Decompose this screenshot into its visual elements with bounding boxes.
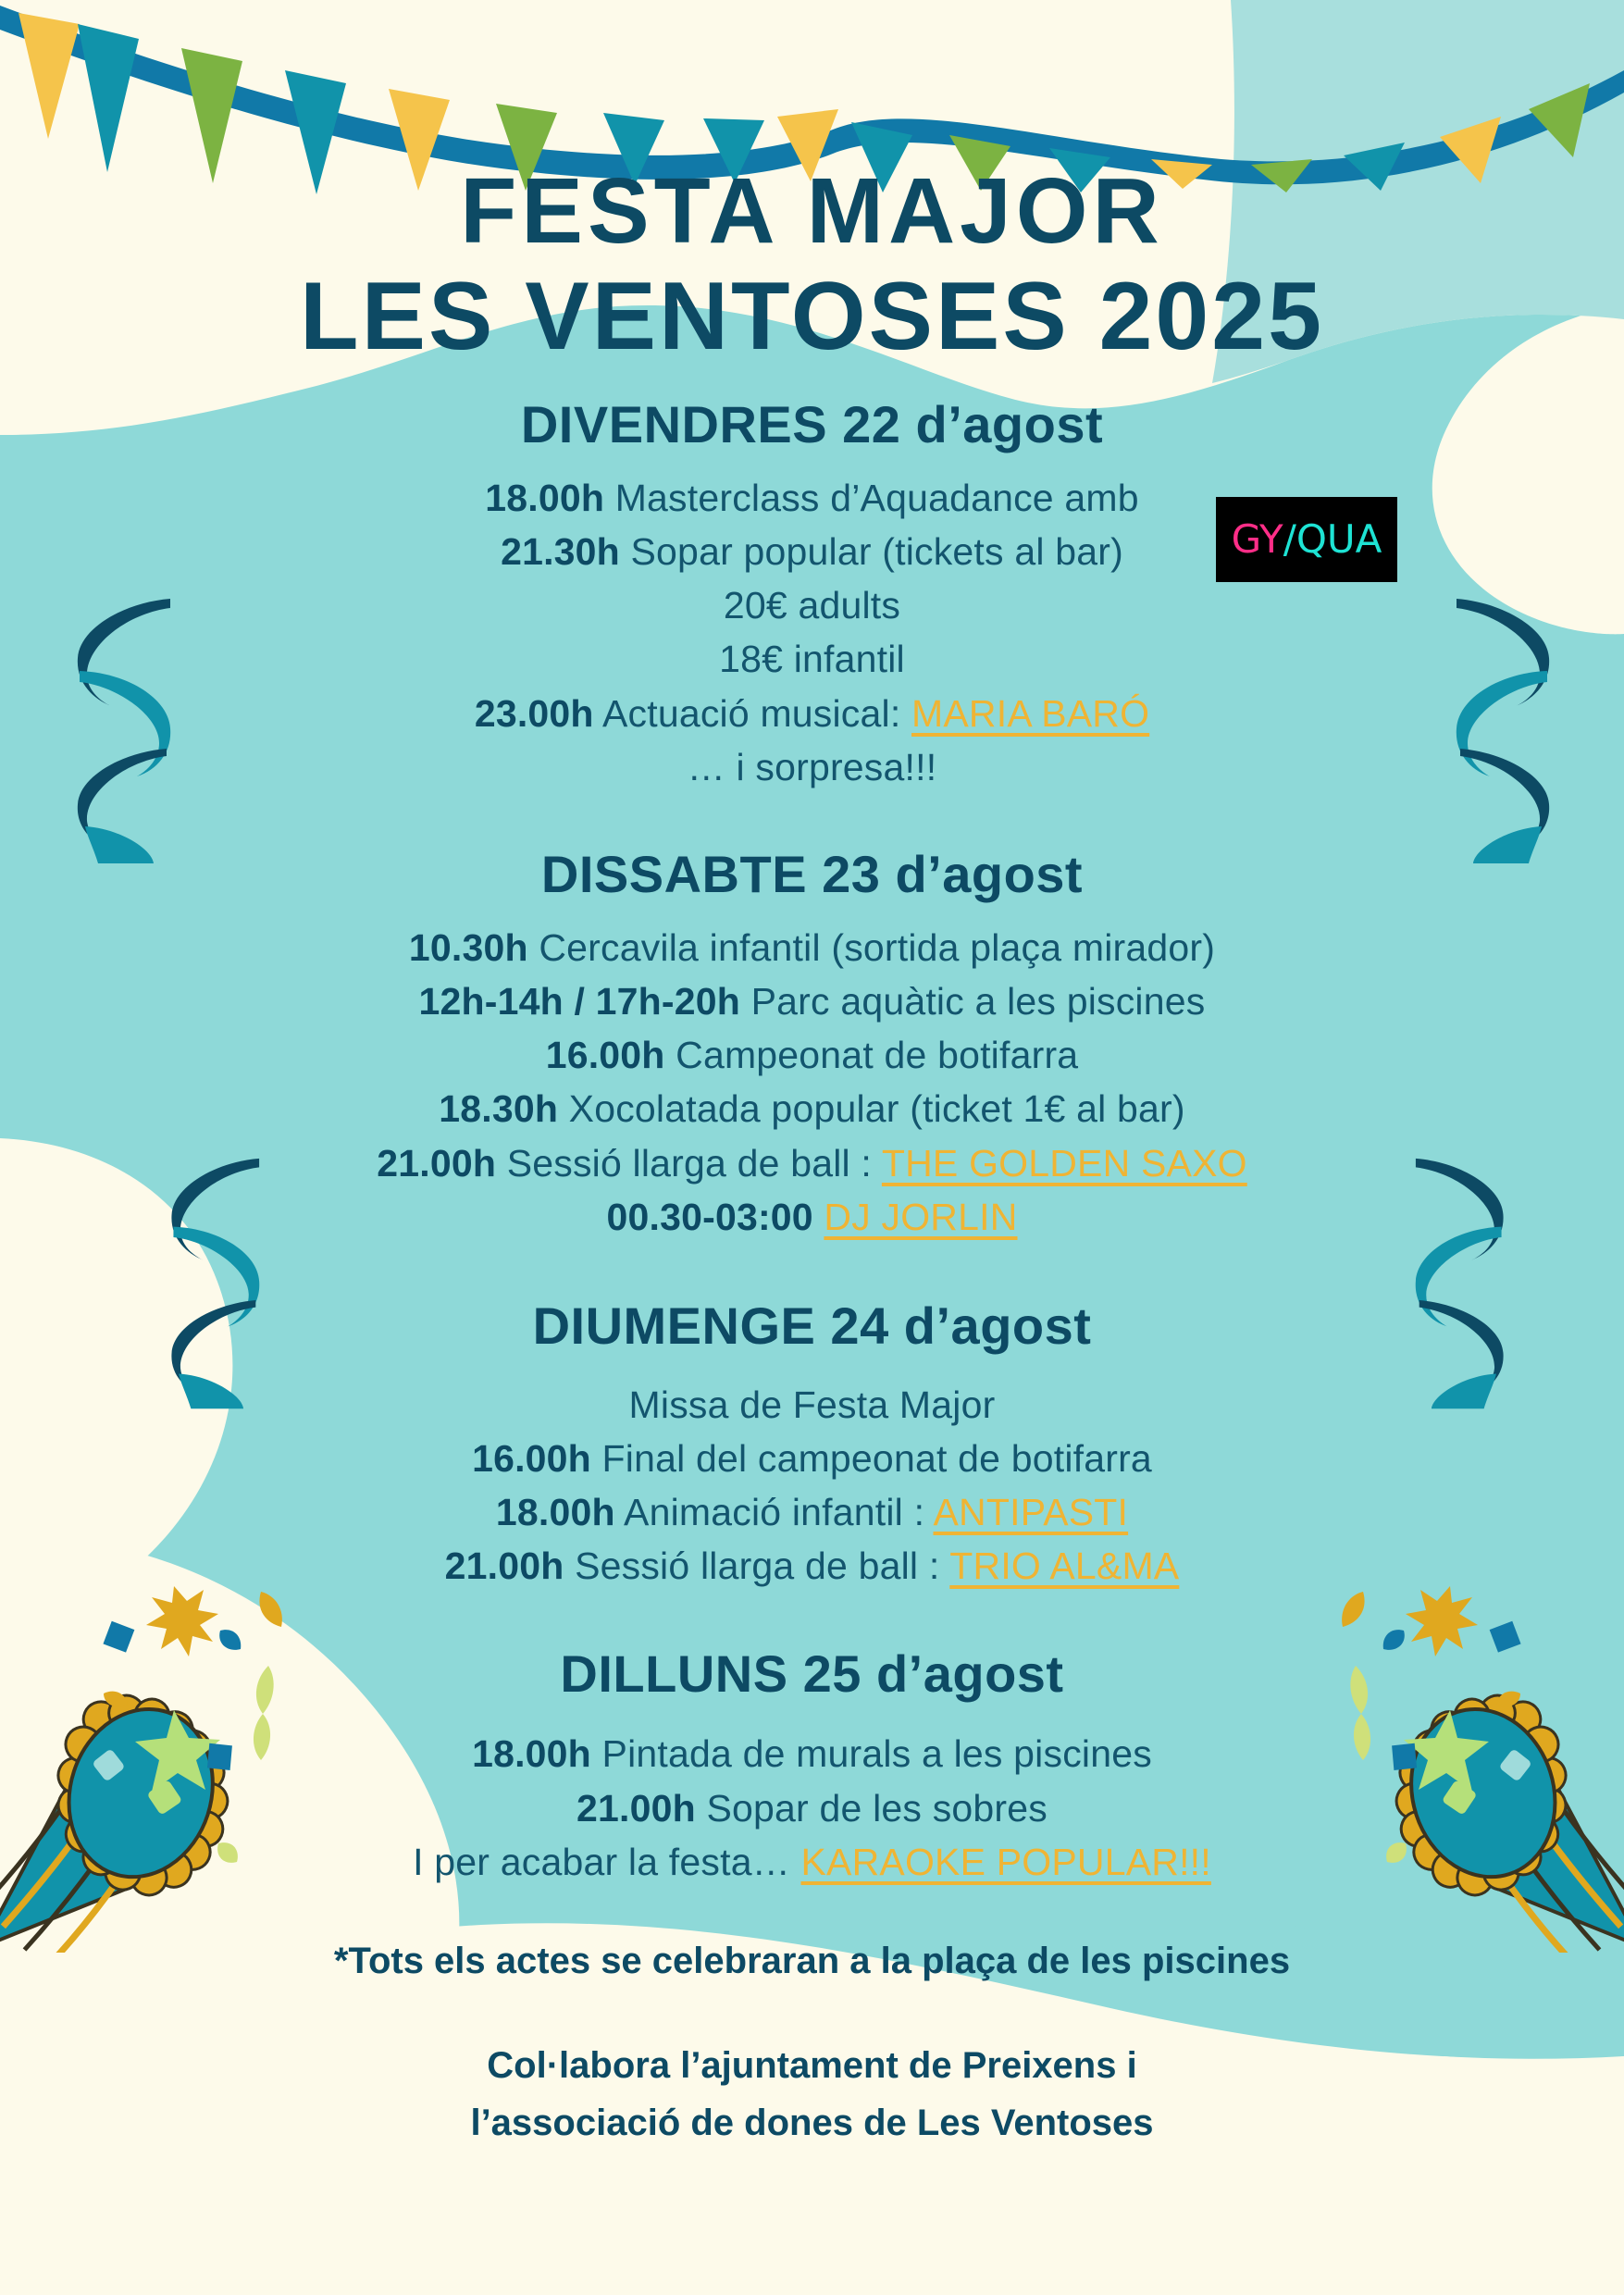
event-line: [0, 1781, 1624, 1835]
event-text: Xocolatada popular (ticket 1€ al bar): [558, 1087, 1185, 1131]
event-highlight: ANTIPASTI: [933, 1491, 1129, 1534]
event-line: [0, 632, 1624, 686]
event-text: [813, 1196, 824, 1238]
event-text: Sessió llarga de ball :: [496, 1141, 882, 1185]
day-heading-sunday: DIUMENGE 24 d’agost: [532, 1296, 1092, 1356]
event-line: [0, 1835, 1624, 1889]
footer-note: *Tots els actes se celebraran a la plaça de les piscines: [333, 1941, 1291, 1982]
event-line: [0, 1485, 1624, 1539]
event-time: 21.00h: [444, 1544, 564, 1588]
event-time: 16.00h: [545, 1034, 665, 1077]
event-time: 18.00h: [485, 476, 605, 519]
event-text: Sopar de les sobres: [695, 1786, 1048, 1830]
event-text: Parc aquàtic a les piscines: [740, 979, 1206, 1023]
day-section-saturday: [0, 846, 1624, 1244]
gyqua-logo: [1216, 497, 1397, 582]
event-text: Actuació musical:: [593, 691, 912, 735]
event-time: 16.00h: [472, 1437, 591, 1480]
event-time: 18.00h: [472, 1732, 591, 1776]
event-line: [0, 1190, 1624, 1244]
event-text: 18€ infantil: [719, 638, 905, 681]
event-text: Cercavila infantil (sortida plaça mirador): [527, 925, 1216, 969]
event-line: [0, 1082, 1624, 1135]
event-line: [0, 1136, 1624, 1190]
day-heading-monday: DILLUNS 25 d’agost: [560, 1644, 1064, 1703]
title-line-1: FESTA MAJOR: [460, 159, 1164, 263]
event-highlight: TRIO AL&MA: [949, 1544, 1180, 1588]
event-text: Campeonat de botifarra: [664, 1034, 1079, 1077]
event-text: Pintada de murals a les piscines: [590, 1732, 1152, 1776]
day-section-friday: [0, 396, 1624, 794]
event-time: 18.30h: [439, 1087, 559, 1131]
poster-title: [0, 0, 1624, 370]
event-line: [0, 1378, 1624, 1432]
event-line: [0, 974, 1624, 1028]
event-text: Final del campeonat de botifarra: [590, 1437, 1152, 1480]
event-text: … i sorpresa!!!: [687, 745, 937, 788]
event-line: [0, 1432, 1624, 1485]
event-time: 21.30h: [501, 529, 620, 573]
event-text: Sopar popular (tickets al bar): [619, 529, 1123, 573]
event-text: Animació infantil :: [614, 1491, 934, 1534]
event-text: Missa de Festa Major: [628, 1383, 996, 1426]
event-line: [0, 921, 1624, 974]
event-time: 21.00h: [377, 1141, 497, 1185]
footer-credits: [0, 2037, 1624, 2152]
event-highlight: MARIA BARÓ: [911, 691, 1150, 735]
event-line: [0, 687, 1624, 740]
day-heading-friday: DIVENDRES 22 d’agost: [520, 395, 1104, 453]
day-section-monday: [0, 1645, 1624, 1889]
credit-line-1: Col·labora l’ajuntament de Preixens i: [487, 2045, 1137, 2087]
event-line: [0, 578, 1624, 632]
event-time: 00.30-03:00: [606, 1195, 813, 1238]
title-line-2: LES VENTOSES 2025: [300, 263, 1324, 370]
event-line: [0, 1727, 1624, 1780]
credit-line-2: l’associació de dones de Les Ventoses: [470, 2103, 1154, 2144]
day-section-sunday: [0, 1297, 1624, 1594]
event-line: [0, 740, 1624, 794]
event-time: 18.00h: [495, 1491, 615, 1534]
event-highlight: THE GOLDEN SAXO: [881, 1141, 1247, 1185]
event-highlight: KARAOKE POPULAR!!!: [800, 1840, 1211, 1883]
event-text: I per acabar la festa…: [413, 1840, 801, 1883]
event-time: 10.30h: [408, 925, 528, 969]
event-line: [0, 1539, 1624, 1593]
event-text: Masterclass d’Aquadance amb: [604, 476, 1139, 519]
event-highlight: DJ JORLIN: [824, 1195, 1018, 1238]
gyqua-logo-part2: /QUA: [1283, 516, 1382, 562]
event-text: Sessió llarga de ball :: [564, 1544, 950, 1588]
event-time: 23.00h: [474, 691, 594, 735]
event-time: 12h-14h / 17h-20h: [418, 979, 741, 1023]
gyqua-logo-part1: GY: [1231, 516, 1283, 562]
event-text: 20€ adults: [723, 584, 901, 627]
event-time: 21.00h: [576, 1786, 696, 1830]
day-heading-saturday: DISSABTE 23 d’agost: [540, 845, 1084, 904]
event-line: [0, 1028, 1624, 1082]
